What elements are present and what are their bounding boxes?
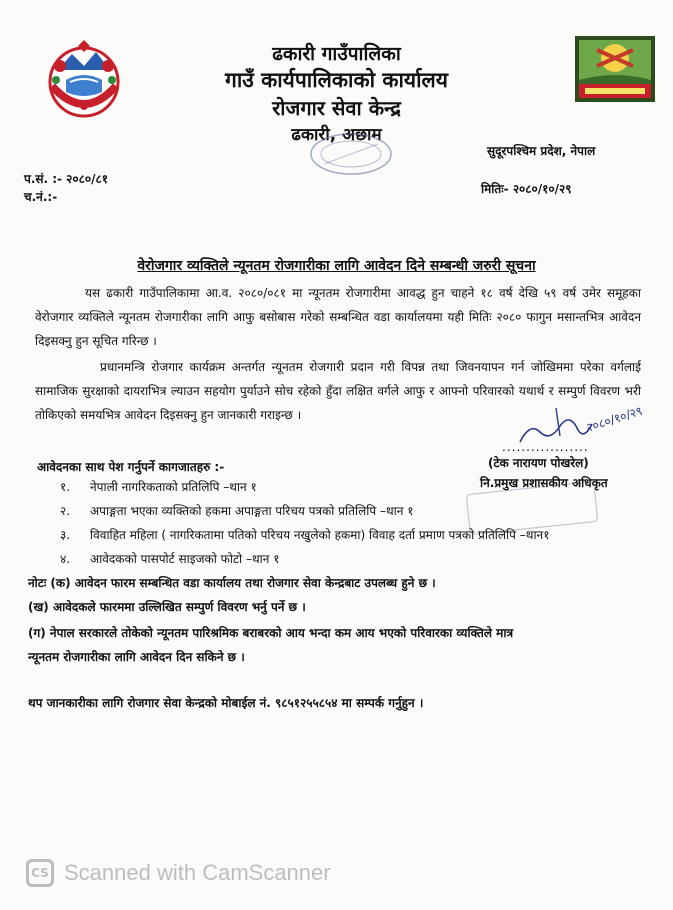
signature-line: ..................	[502, 440, 589, 454]
municipality-name: ढकारी गाउँपालिका	[272, 43, 401, 65]
list-item	[60, 478, 257, 495]
list-item-number: १.	[60, 480, 71, 494]
list-item-text: आवेदकको पासपोर्ट साइजको फोटो –थान १	[90, 552, 280, 566]
service-center-name: रोजगार सेवा केन्द्र	[272, 96, 401, 120]
list-item-number: ४.	[60, 552, 71, 566]
notice-date: मितिः- २०८०/१०/२९	[481, 182, 572, 196]
paragraph-1: यस ढकारी गाउँपालिकामा आ.व. २०८०/०८१ मा न्यूनतम रोजगारीमा आवद्ध हुन चाहने १८ वर्ष देखि ५९ वर्ष उमेर समूहका वेरोजगार व्यक्तिले न्यूनतम रोजगारीका लागि आफु बसोबास गरेको सम्बन्धित वडा कार्यालयमा यही मितिः २०८० फागुन मसान्तभित्र आवेदन दिइसक्नु हुन सूचित गरिन्छ ।	[35, 286, 641, 348]
paragraph-2: प्रधानमन्त्रि रोजगार कार्यक्रम अन्तर्गत न्यूनतम रोजगारी प्रदान गरी विपन्न तथा जिवनयापन गर्न जोखिममा परेका वर्गलाई सामाजिक सुरक्षाको दायराभित्र ल्याउन सहयोग पुर्याउने सोच रहेको हुँदा लक्षित वर्गले आफु र आफ्नो परिवारको यथार्थ र सम्पुर्ण विवरण भरी तोकिएको समयभित्र आवेदन दिइसक्नु हुन जानकारी गराइन्छ ।	[35, 360, 641, 422]
signature-date: २०८०/१०/२९	[584, 403, 645, 435]
signatory-name: (टेक नारायण पोखरेल)	[488, 456, 589, 470]
list-item	[60, 502, 413, 519]
camscanner-icon: CS	[26, 859, 54, 887]
office-name: गाउँ कार्यपालिकाको कार्यालय	[225, 68, 448, 92]
note-ga-line2: न्यूनतम रोजगारीका लागि आवेदन दिन सकिने छ ।	[28, 650, 245, 664]
reference-number: प.सं. :- २०८०/८१	[24, 172, 109, 186]
list-item-text: नेपाली नागरिकताको प्रतिलिपि –थान १	[90, 480, 257, 494]
note-ka: नोटः (क) आवेदन फारम सम्बन्धित वडा कार्यालय तथा रोजगार सेवा केन्द्रबाट उपलब्ध हुने छ ।	[28, 576, 436, 590]
list-item	[60, 550, 279, 567]
list-item-number: २.	[60, 504, 71, 518]
list-item-text: अपाङ्गता भएका व्यक्तिको हकमा अपाङ्गता परिचय पत्रको प्रतिलिपि –थान १	[90, 504, 414, 518]
pm-employment-program-logo	[575, 36, 655, 102]
contact-info: थप जानकारीका लागि रोजगार सेवा केन्द्रको मोबाईल नं. ९८५१२५५८५४ मा सम्पर्क गर्नुहुन ।	[28, 696, 424, 710]
camscanner-text: Scanned with CamScanner	[64, 860, 331, 885]
nepal-emblem-icon	[42, 40, 126, 120]
required-documents-heading: आवेदनका साथ पेश गर्नुपर्ने कागजातहरु :-	[37, 460, 225, 474]
notice-title: वेरोजगार व्यक्तिले न्यूनतम रोजगारीका लागि आवेदन दिने सम्बन्धी जरुरी सूचना	[137, 258, 536, 274]
note-kha: (ख) आवेदकले फारममा उल्लिखित सम्पुर्ण विवरण भर्नु पर्ने छ ।	[28, 600, 306, 614]
camscanner-watermark	[26, 858, 331, 888]
list-item-text: विवाहित महिला ( नागरिकतामा पतिको परिचय नखुलेको हकमा) विवाह दर्ता प्रमाण पत्रको प्रतिलिपि –थान१	[90, 528, 550, 542]
dispatch-number: च.नं.:-	[24, 190, 58, 204]
signatory-title: नि.प्रमुख प्रशासकीय अधिकृत	[480, 476, 608, 490]
list-item-number: ३.	[60, 528, 71, 542]
note-ga-line1: (ग) नेपाल सरकारले तोकेको न्यूनतम पारिश्रमिक बराबरको आय भन्दा कम आय भएको परिवारका व्यक्तिले मात्र	[28, 626, 514, 640]
address: ढकारी, अछाम	[291, 125, 382, 145]
office-seal-stamp-icon	[306, 130, 396, 178]
province-label: सुदूरपश्चिम प्रदेश, नेपाल	[487, 144, 596, 158]
list-item	[60, 526, 549, 543]
